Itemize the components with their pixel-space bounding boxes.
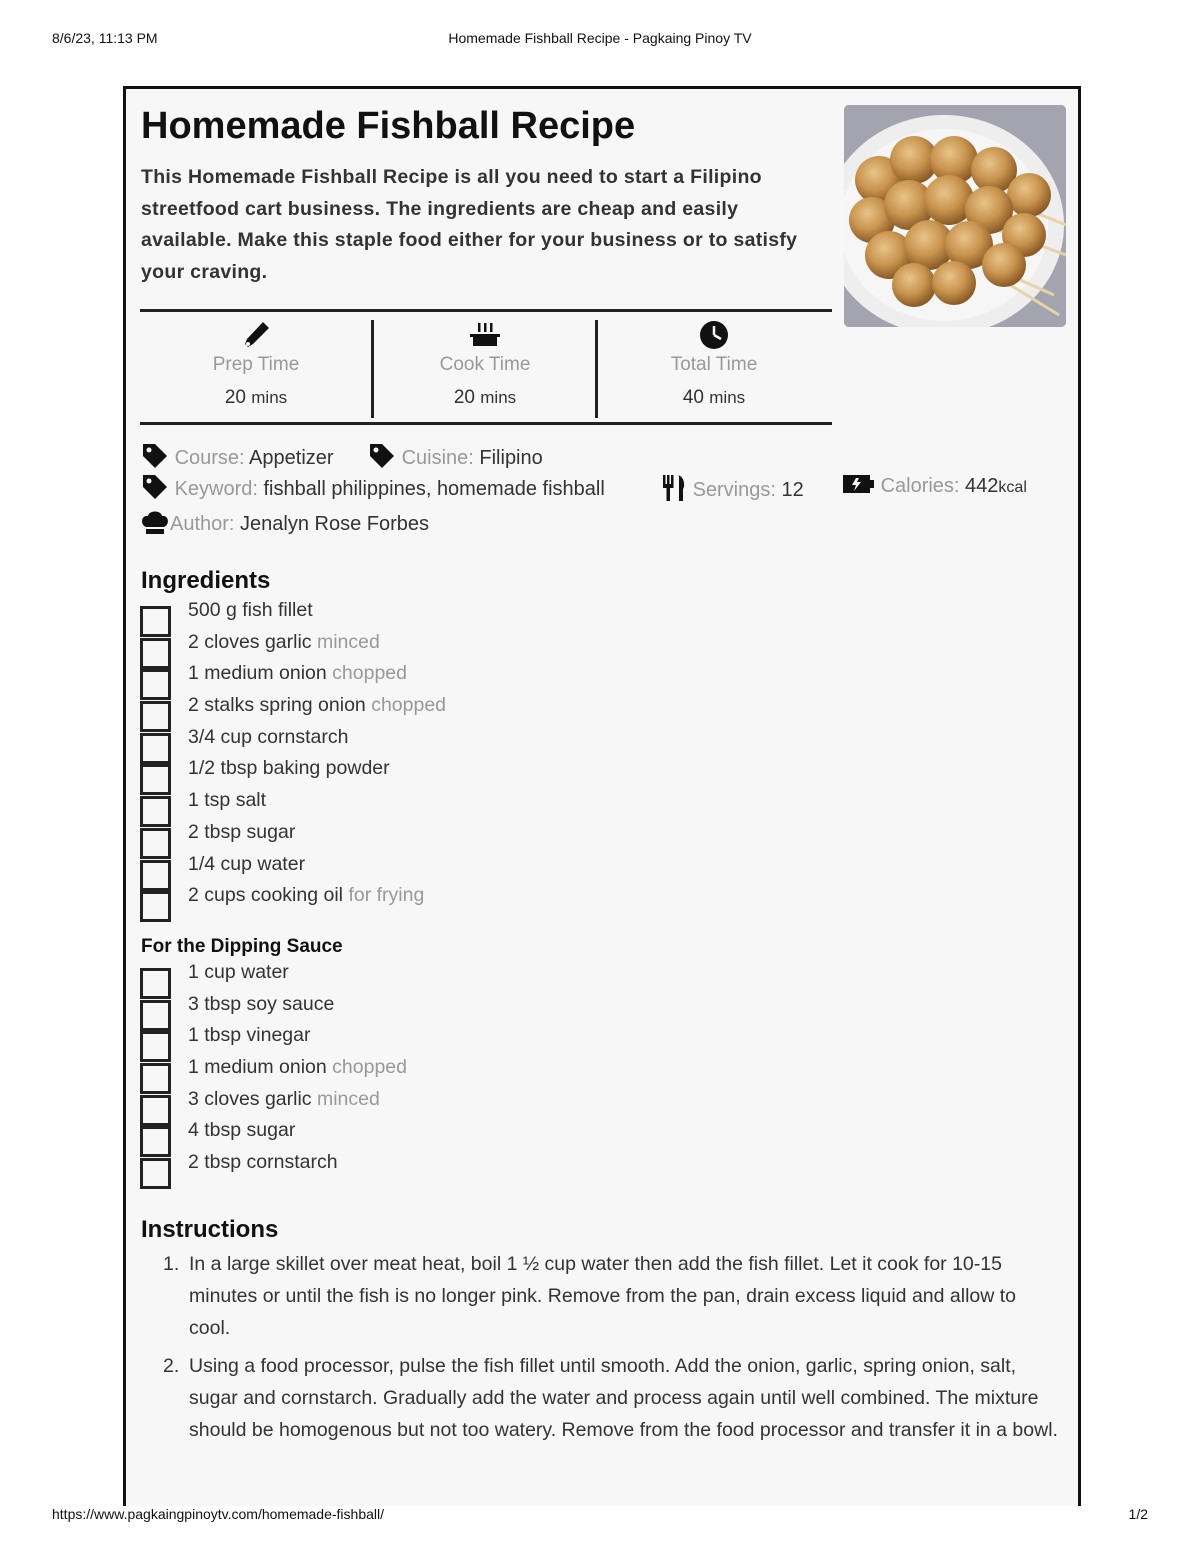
ingredient-checkbox[interactable] <box>140 891 171 922</box>
cook-time <box>374 312 596 422</box>
ingredient-checkbox[interactable] <box>140 1063 171 1094</box>
step-number: 1. <box>163 1253 180 1275</box>
ingredient-checkbox[interactable] <box>140 701 171 732</box>
meta-author: Author: Jenalyn Rose Forbes <box>140 507 429 537</box>
step-text: In a large skillet over meat heat, boil 1 ½ cup water then add the fish fillet. Let it cook for 10-15 minutes or until the fish is no longer pink. Remove from the pan, drain excess liquid and allow to cool. <box>189 1253 1017 1339</box>
ingredient-checkbox[interactable] <box>140 1095 171 1126</box>
tag-icon <box>368 442 396 470</box>
ingredient-text: 1 tbsp vinegar <box>188 1024 311 1047</box>
ingredient-note: chopped <box>332 1056 407 1079</box>
ingredient-checkbox[interactable] <box>140 968 171 999</box>
total-time <box>598 312 830 422</box>
pot-icon <box>470 320 500 350</box>
ingredient-text: 1 medium onion chopped <box>188 662 407 685</box>
ingredient-text: 2 stalks spring onion chopped <box>188 694 447 717</box>
ingredient-checkbox[interactable] <box>140 1031 171 1062</box>
cook-time-value: 20 mins <box>453 387 517 408</box>
ingredient-checkbox[interactable] <box>140 860 171 891</box>
ingredient-checkbox[interactable] <box>140 638 171 669</box>
recipe-card <box>123 86 1081 1506</box>
instruction-step <box>141 1248 1061 1344</box>
print-header <box>52 30 1148 50</box>
course-value: Appetizer <box>249 447 334 469</box>
tags-icon <box>141 473 169 501</box>
ingredient-text: 4 tbsp sugar <box>188 1119 296 1142</box>
battery-icon <box>843 473 875 495</box>
ingredient-note: minced <box>316 630 380 653</box>
ingredient-checkbox[interactable] <box>140 606 171 637</box>
ingredient-text: 500 g fish fillet <box>188 599 313 621</box>
ingredient-text: 1 tsp salt <box>188 789 267 812</box>
instruction-step <box>141 1350 1061 1446</box>
print-datetime: 8/6/23, 11:13 PM <box>52 30 158 46</box>
keyword-value: fishball philippines, homemade fishball <box>263 478 605 500</box>
cook-time-label: Cook Time <box>439 354 531 375</box>
ingredient-text: 1/4 cup water <box>188 852 306 875</box>
fishballs-photo[interactable] <box>844 105 1066 327</box>
ingredient-text: 1 cup water <box>188 961 289 983</box>
ingredient-text: 2 cloves garlic minced <box>188 630 380 653</box>
recipe-times <box>140 309 832 425</box>
ingredient-checkbox[interactable] <box>140 1000 171 1031</box>
step-number: 2. <box>163 1355 180 1377</box>
fork-knife-icon <box>661 473 687 503</box>
instructions-list <box>141 1248 1061 1452</box>
knife-icon <box>241 320 271 350</box>
ingredient-text: 2 tbsp cornstarch <box>188 1151 338 1174</box>
meta-keyword: Keyword: fishball philippines, homemade fishball <box>141 473 605 501</box>
prep-time <box>140 312 372 422</box>
ingredient-note: for frying <box>348 884 425 907</box>
ingredient-note: chopped <box>371 694 447 717</box>
print-page-title: Homemade Fishball Recipe - Pagkaing Pinoy TV <box>448 30 752 46</box>
cuisine-value: Filipino <box>479 447 543 469</box>
ingredient-text: 2 tbsp sugar <box>188 820 296 843</box>
ingredients-heading: Ingredients <box>141 567 271 594</box>
clock-icon <box>699 320 729 350</box>
ingredient-text: 3/4 cup cornstarch <box>188 725 349 748</box>
ingredient-checkbox[interactable] <box>140 764 171 795</box>
meta-servings: Servings: 12 <box>661 473 804 503</box>
total-time-label: Total Time <box>670 354 758 375</box>
ingredient-note: chopped <box>332 662 407 685</box>
total-time-value: 40 mins <box>682 387 746 408</box>
ingredient-text: 3 tbsp soy sauce <box>188 992 335 1015</box>
instructions-heading: Instructions <box>141 1216 279 1243</box>
dipping-sauce-heading: For the Dipping Sauce <box>141 936 343 957</box>
recipe-title: Homemade Fishball Recipe <box>141 105 636 147</box>
tag-icon <box>141 442 169 470</box>
prep-time-label: Prep Time <box>212 354 300 375</box>
ingredient-text: 3 cloves garlic minced <box>188 1087 380 1110</box>
ingredient-checkbox[interactable] <box>140 733 171 764</box>
meta-course: Course: Appetizer <box>141 442 334 470</box>
ingredient-checkbox[interactable] <box>140 796 171 827</box>
ingredient-checkbox[interactable] <box>140 1126 171 1157</box>
calories-value: 442kcal <box>965 475 1027 497</box>
prep-time-value: 20 mins <box>224 387 288 408</box>
author-value: Jenalyn Rose Forbes <box>240 513 430 535</box>
recipe-summary: This Homemade Fishball Recipe is all you need to start a Filipino streetfood cart business. The ingredients are cheap and easily available. Make this staple food either for your business or to satisfy your craving. <box>141 166 798 283</box>
ingredient-text: 2 cups cooking oil for frying <box>188 884 425 907</box>
ingredient-text: 1/2 tbsp baking powder <box>188 757 390 780</box>
ingredient-checkbox[interactable] <box>140 1158 171 1189</box>
ingredient-checkbox[interactable] <box>140 828 171 859</box>
step-text: Using a food processor, pulse the fish fillet until smooth. Add the onion, garlic, spring onion, salt, sugar and cornstarch. Gradually add the water and process again until well combined. The mixture should be homogenous but not too watery. Remove from the food processor and transfer it in a bowl. <box>189 1355 1058 1441</box>
ingredient-note: minced <box>316 1087 380 1110</box>
meta-cuisine: Cuisine: Filipino <box>368 442 543 470</box>
servings-value[interactable]: 12 <box>781 479 804 501</box>
print-url: https://www.pagkaingpinoytv.com/homemade-fishball/ <box>52 1506 385 1522</box>
chef-hat-icon <box>140 507 170 537</box>
ingredient-text: 1 medium onion chopped <box>188 1056 407 1079</box>
ingredient-checkbox[interactable] <box>140 669 171 700</box>
meta-calories: Calories: 442kcal <box>843 473 1027 498</box>
print-page-number: 1/2 <box>1128 1506 1148 1522</box>
print-footer <box>52 1506 1148 1526</box>
